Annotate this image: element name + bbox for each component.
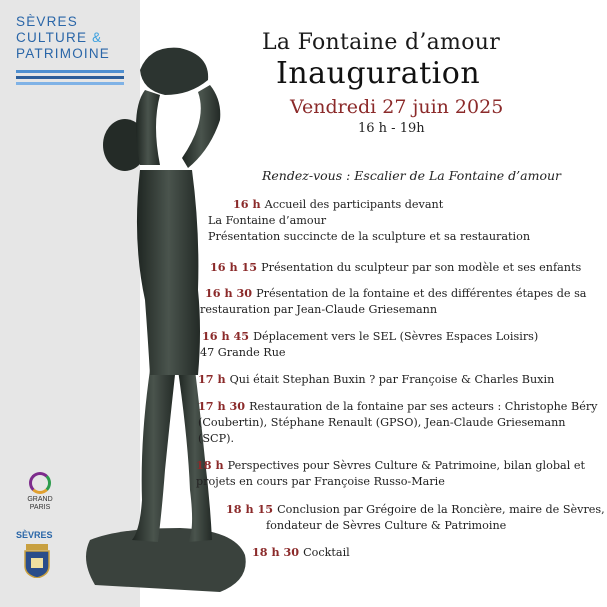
program-time: 17 h 30 xyxy=(198,399,246,413)
program-text: Présentation succincte de la sculpture et sa restauration xyxy=(208,230,531,243)
program-text: Conclusion par Grégoire de la Roncière, maire de Sèvres, xyxy=(277,503,605,516)
program-text: restauration par Jean-Claude Griesemann xyxy=(200,303,438,316)
program-text: La Fontaine d’amour xyxy=(208,214,327,227)
program-item xyxy=(202,328,538,361)
sevres-label: SÈVRES xyxy=(16,530,53,540)
program-text: Cocktail xyxy=(303,546,350,559)
program-time: 18 h xyxy=(196,458,224,472)
rendezvous-text: Rendez-vous : Escalier de La Fontaine d’amour xyxy=(262,168,562,183)
program-text: (SCP). xyxy=(198,432,235,445)
grand-paris-text: GRAND PARIS xyxy=(27,496,53,511)
event-date: Vendredi 27 juin 2025 xyxy=(290,96,504,118)
program-text: Qui était Stephan Buxin ? par Françoise & Charles Buxin xyxy=(229,373,555,386)
program-item xyxy=(226,501,605,534)
program-item xyxy=(252,544,350,561)
program-text: Présentation de la fontaine et des différentes étapes de sa xyxy=(256,287,587,300)
logo-word-culture: CULTURE xyxy=(16,30,93,45)
program-time: 18 h 15 xyxy=(226,502,274,516)
program-text: Présentation du sculpteur par son modèle et ses enfants xyxy=(261,261,582,274)
event-hours: 16 h - 19h xyxy=(358,121,425,136)
program-item xyxy=(208,196,531,245)
program-time: 16 h 30 xyxy=(205,286,253,300)
grand-paris-icon xyxy=(29,472,51,494)
program-text: Restauration de la fontaine par ses acteurs : Christophe Béry xyxy=(249,400,598,413)
sevres-crest-icon xyxy=(22,544,52,578)
program-text: (Coubertin), Stéphane Renault (GPSO), Jean-Claude Griesemann xyxy=(198,416,566,429)
program-text: Perspectives pour Sèvres Culture & Patrimoine, bilan global et xyxy=(227,459,585,472)
grand-paris-logo xyxy=(22,472,58,512)
program-time: 17 h xyxy=(198,372,226,386)
program-time: 16 h 45 xyxy=(202,329,250,343)
program-text: 47 Grande Rue xyxy=(200,346,286,359)
logo-ampersand: & xyxy=(92,30,103,45)
program-time: 16 h 15 xyxy=(210,260,258,274)
program-time: 18 h 30 xyxy=(252,545,300,559)
program-text: fondateur de Sèvres Culture & Patrimoine xyxy=(266,519,507,532)
program-item xyxy=(210,259,581,276)
logo-line-1: SÈVRES xyxy=(16,14,78,29)
program-text: Déplacement vers le SEL (Sèvres Espaces Loisirs) xyxy=(253,330,539,343)
event-subtitle: Inauguration xyxy=(276,56,481,91)
program-item xyxy=(200,285,587,318)
program-item xyxy=(198,398,598,447)
program-text: Accueil des participants devant xyxy=(264,198,444,211)
program-time: 16 h xyxy=(233,197,261,211)
event-title: La Fontaine d’amour xyxy=(262,30,501,55)
logo-line-3: PATRIMOINE xyxy=(16,46,111,61)
program-text: projets en cours par Françoise Russo-Marie xyxy=(196,475,445,488)
program-item xyxy=(196,457,585,490)
program-item xyxy=(198,371,554,388)
